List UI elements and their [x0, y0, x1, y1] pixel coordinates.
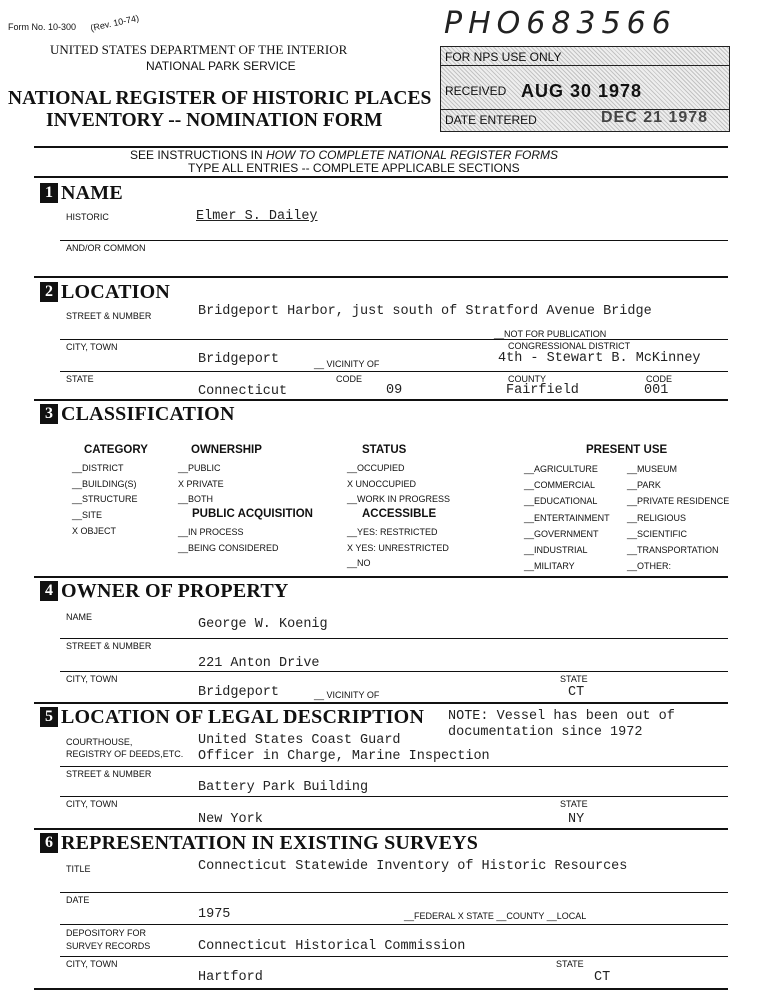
section-rule [34, 988, 728, 990]
section-2-number: 2 [40, 282, 58, 302]
courthouse-label: COURTHOUSE, [66, 737, 133, 747]
historic-name-value: Elmer S. Dailey [196, 209, 318, 224]
accessible-list [347, 525, 449, 572]
form-number: Form No. 10-300 [8, 22, 77, 32]
category-option: __DISTRICT [72, 463, 124, 473]
field-rule [60, 671, 728, 672]
owner-vicinity: __ VICINITY OF [314, 690, 380, 700]
category-option: X OBJECT [72, 525, 117, 536]
received-stamp: AUG 30 1978 [521, 81, 643, 101]
section-3-number: 3 [40, 404, 58, 424]
section-3-title: CLASSIFICATION [61, 402, 235, 425]
accessible-option: X YES: UNRESTRICTED [347, 542, 449, 553]
category-option: __STRUCTURE [72, 494, 138, 505]
owner-street-value: 221 Anton Drive [198, 656, 320, 671]
ownership-option: __BOTH [178, 494, 214, 505]
accessible-option: __YES: RESTRICTED [347, 527, 438, 537]
owner-city-label: CITY, TOWN [66, 674, 118, 684]
field-rule [60, 892, 728, 893]
section-6-heading [40, 831, 478, 855]
form-revision: (Rev. 10-74) [89, 12, 140, 34]
section-1-title: NAME [61, 181, 123, 204]
section-4-number: 4 [40, 581, 58, 601]
location-vicinity: __ VICINITY OF [314, 359, 380, 369]
owner-street-label: STREET & NUMBER [66, 641, 152, 651]
section-5-heading [40, 705, 424, 729]
courthouse-value-1: United States Coast Guard [198, 733, 401, 748]
present-use-option: __OTHER: [627, 561, 672, 572]
present-use-option: __TRANSPORTATION [627, 545, 719, 556]
location-county-label: COUNTY [508, 374, 546, 384]
location-state-label: STATE [66, 374, 94, 384]
status-option: __OCCUPIED [347, 463, 405, 473]
instructions-line-1 [130, 148, 558, 162]
present-use-option: __AGRICULTURE [524, 464, 598, 474]
field-rule [60, 339, 728, 340]
location-street-label: STREET & NUMBER [66, 311, 152, 321]
present-use-option: __COMMERCIAL [524, 480, 596, 491]
section-1-number: 1 [40, 183, 58, 203]
survey-date-label: DATE [66, 895, 90, 905]
ownership-option: X PRIVATE [178, 478, 224, 489]
service-name: NATIONAL PARK SERVICE [146, 59, 296, 73]
owner-city-value: Bridgeport [198, 685, 280, 700]
section-4-title: OWNER OF PROPERTY [61, 579, 289, 602]
section-rule [34, 576, 728, 578]
location-code-value: 09 [386, 383, 403, 398]
legal-state-value: NY [568, 812, 585, 827]
historic-name-label: HISTORIC [66, 212, 109, 222]
legal-street-value: Battery Park Building [198, 780, 369, 795]
survey-levels: __FEDERAL X STATE __COUNTY __LOCAL [404, 911, 587, 921]
handwritten-reference-number: PHO683566 [444, 6, 677, 41]
section-6-title: REPRESENTATION IN EXISTING SURVEYS [61, 831, 479, 854]
location-county-value: Fairfield [506, 383, 579, 398]
present-use-option: __MILITARY [524, 561, 575, 572]
accessible-heading: ACCESSIBLE [362, 508, 437, 520]
section-4-heading [40, 579, 289, 603]
owner-state-label: STATE [560, 674, 588, 684]
nps-use-label: FOR NPS USE ONLY [445, 50, 562, 64]
legal-state-label: STATE [560, 799, 588, 809]
ownership-list [178, 461, 224, 508]
legal-street-label: STREET & NUMBER [66, 769, 152, 779]
survey-city-value: Hartford [198, 970, 263, 985]
section-5-number: 5 [40, 707, 58, 727]
location-state-value: Connecticut [198, 384, 288, 399]
registry-label: REGISTRY OF DEEDS,ETC. [66, 749, 184, 759]
entered-stamp: DEC 21 1978 [601, 109, 709, 126]
status-list [347, 461, 450, 508]
owner-state-value: CT [568, 685, 585, 700]
field-rule [60, 956, 728, 957]
field-rule [60, 371, 728, 372]
legal-city-label: CITY, TOWN [66, 799, 118, 809]
survey-state-label: STATE [556, 959, 584, 969]
status-option: __WORK IN PROGRESS [347, 494, 451, 505]
category-option: __SITE [72, 510, 103, 521]
present-use-option: __EDUCATIONAL [524, 496, 598, 507]
common-name-label: AND/OR COMMON [66, 243, 146, 253]
nps-use-box [440, 46, 730, 132]
field-rule [60, 796, 728, 797]
section-rule [34, 276, 728, 278]
present-use-option: __GOVERNMENT [524, 528, 599, 539]
instructions-line-2: TYPE ALL ENTRIES -- COMPLETE APPLICABLE SECTIONS [188, 161, 520, 175]
location-city-value: Bridgeport [198, 352, 280, 367]
congressional-district-value: 4th - Stewart B. McKinney [498, 351, 701, 366]
survey-title-label: TITLE [66, 864, 91, 874]
legal-note-line-1: NOTE: Vessel has been out of [448, 709, 675, 724]
location-county-code-value: 001 [644, 383, 669, 398]
legal-note-line-2: documentation since 1972 [448, 725, 643, 740]
field-rule [60, 240, 728, 241]
received-label: RECEIVED [445, 84, 507, 98]
field-rule [60, 638, 728, 639]
section-1-heading [40, 181, 123, 205]
status-heading: STATUS [362, 444, 407, 456]
survey-state-value: CT [594, 970, 611, 985]
acquisition-option: __BEING CONSIDERED [178, 542, 279, 553]
courthouse-value-2: Officer in Charge, Marine Inspection [198, 749, 490, 764]
present-use-option: __PARK [627, 480, 661, 491]
section-6-number: 6 [40, 833, 58, 853]
section-rule [34, 828, 728, 830]
instructions-prefix: SEE INSTRUCTIONS IN [130, 148, 267, 162]
depository-label-1: DEPOSITORY FOR [66, 928, 147, 938]
form-subtitle: INVENTORY -- NOMINATION FORM [46, 110, 383, 131]
present-use-option: __MUSEUM [627, 464, 678, 474]
category-option: __BUILDING(S) [72, 478, 137, 489]
ownership-heading: OWNERSHIP [191, 444, 262, 456]
location-street-value: Bridgeport Harbor, just south of Stratford Avenue Bridge [198, 304, 652, 319]
status-option: X UNOCCUPIED [347, 478, 417, 489]
present-use-list-1 [524, 461, 610, 574]
present-use-option: __INDUSTRIAL [524, 545, 588, 556]
location-city-label: CITY, TOWN [66, 342, 118, 352]
department-name: UNITED STATES DEPARTMENT OF THE INTERIOR [50, 42, 348, 57]
owner-name-label: NAME [66, 612, 93, 622]
acquisition-option: __IN PROCESS [178, 527, 244, 537]
section-5-title: LOCATION OF LEGAL DESCRIPTION [61, 705, 425, 728]
survey-date-value: 1975 [198, 907, 231, 922]
acquisition-list [178, 525, 279, 556]
date-entered-label: DATE ENTERED [445, 113, 537, 127]
category-list [72, 461, 138, 540]
depository-label-2: SURVEY RECORDS [66, 941, 151, 951]
not-for-publication: __NOT FOR PUBLICATION [494, 329, 607, 339]
section-rule [34, 176, 728, 178]
section-3-heading [40, 402, 235, 426]
field-rule [60, 766, 728, 767]
section-2-title: LOCATION [61, 280, 171, 303]
survey-title-value: Connecticut Statewide Inventory of Historic Resources [198, 859, 628, 874]
location-code-label: CODE [336, 374, 363, 384]
section-rule [34, 399, 728, 401]
present-use-heading: PRESENT USE [586, 444, 668, 456]
owner-name-value: George W. Koenig [198, 617, 328, 632]
section-2-heading [40, 280, 170, 304]
field-rule [60, 924, 728, 925]
present-use-option: __PRIVATE RESIDENCE [627, 496, 730, 507]
section-rule [34, 702, 728, 704]
congressional-district-label: CONGRESSIONAL DISTRICT [508, 341, 631, 351]
ownership-option: __PUBLIC [178, 463, 221, 473]
acquisition-heading: PUBLIC ACQUISITION [192, 508, 313, 520]
location-county-code-label: CODE [646, 374, 673, 384]
depository-value: Connecticut Historical Commission [198, 939, 466, 954]
present-use-option: __RELIGIOUS [627, 512, 687, 523]
form-title: NATIONAL REGISTER OF HISTORIC PLACES [8, 88, 432, 109]
present-use-option: __SCIENTIFIC [627, 528, 688, 539]
present-use-list-2 [627, 461, 729, 574]
instructions-title: HOW TO COMPLETE NATIONAL REGISTER FORMS [266, 148, 559, 162]
survey-city-label: CITY, TOWN [66, 959, 118, 969]
present-use-option: __ENTERTAINMENT [524, 512, 610, 523]
accessible-option: __NO [347, 558, 371, 569]
category-heading: CATEGORY [84, 444, 148, 456]
legal-city-value: New York [198, 812, 263, 827]
